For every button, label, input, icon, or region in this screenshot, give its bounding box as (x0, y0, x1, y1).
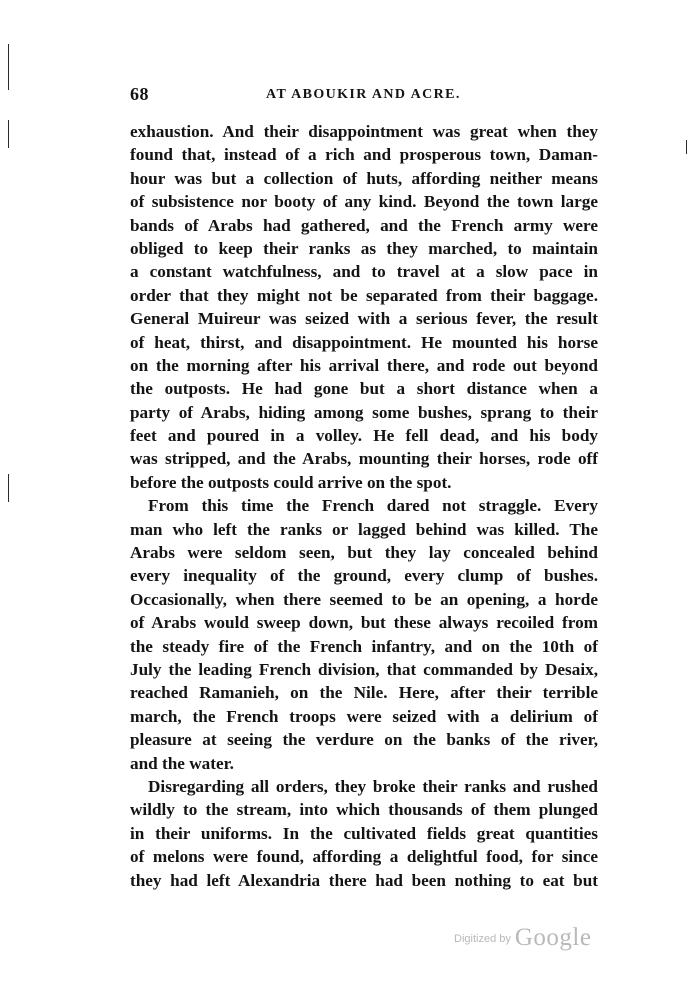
text-line: found that, instead of a rich and prosperous town, Daman- (130, 145, 598, 165)
google-logo: Google (514, 924, 592, 951)
text-line: From this time the French dared not straggle. Every (148, 496, 598, 516)
text-line: wildly to the stream, into which thousands of them plunged (130, 800, 598, 820)
page-header (130, 84, 598, 106)
text-line: July the leading French division, that commanded by Desaix, (130, 659, 598, 679)
text-line: before the outposts could arrive on the spot. (130, 472, 452, 492)
text-line: was stripped, and the Arabs, mounting their horses, rode off (130, 449, 598, 469)
text-line: the steady fire of the French infantry, and on the 10th of (130, 636, 598, 656)
text-line: bands of Arabs had gathered, and the French army were (130, 215, 598, 235)
text-line: General Muireur was seized with a serious fever, the result (130, 309, 598, 329)
text-line: in their uniforms. In the cultivated fields great quantities (130, 823, 598, 843)
text-line: of heat, thirst, and disappointment. He mounted his horse (130, 332, 598, 352)
text-line: Arabs were seldom seen, but they lay concealed behind (130, 543, 598, 563)
text-line: obliged to keep their ranks as they marched, to maintain (130, 238, 598, 258)
page-number: 68 (130, 84, 149, 104)
text-line: Occasionally, when there seemed to be an opening, a horde (130, 589, 598, 609)
text-line: Disregarding all orders, they broke their ranks and rushed (148, 776, 598, 796)
text-line: exhaustion. And their disappointment was great when they (130, 122, 598, 141)
text-line: hour was but a collection of huts, affording neither means (130, 168, 598, 188)
text-line: order that they might not be separated from their baggage. (130, 285, 598, 305)
text-line: every inequality of the ground, every clump of bushes. (130, 566, 598, 586)
text-line: feet and poured in a volley. He fell dead, and his body (130, 426, 598, 446)
text-line: a constant watchfulness, and to travel at a slow pace in (130, 262, 598, 282)
text-line: party of Arabs, hiding among some bushes, sprang to their (130, 402, 598, 422)
text-line: of melons were found, affording a delightful food, for since (130, 847, 598, 867)
text-line: man who left the ranks or lagged behind was killed. The (130, 519, 598, 539)
paragraph-2 (130, 494, 598, 775)
body-text (130, 120, 598, 892)
text-line: of Arabs would sweep down, but these always recoiled from (130, 613, 598, 633)
text-line: they had left Alexandria there had been nothing to eat but (130, 870, 598, 890)
running-head: AT ABOUKIR AND ACRE. (266, 87, 461, 102)
paragraph-1 (130, 120, 598, 494)
left-margin-mark-lower (8, 474, 9, 502)
left-margin-mark-middle (8, 120, 9, 148)
text-line: reached Ramanieh, on the Nile. Here, after their terrible (130, 683, 598, 703)
paragraph-3 (130, 775, 598, 892)
text-line: and the water. (130, 753, 234, 773)
text-line: march, the French troops were seized with a delirium of (130, 706, 598, 726)
right-margin-mark (686, 140, 687, 154)
text-line: of subsistence nor booty of any kind. Beyond the town large (130, 192, 598, 212)
text-line: on the morning after his arrival there, and rode out beyond (130, 355, 598, 375)
left-margin-mark-top (8, 44, 9, 90)
google-watermark (454, 924, 591, 952)
watermark-prefix: Digitized by (454, 933, 511, 945)
text-line: pleasure at seeing the verdure on the banks of the river, (130, 730, 598, 750)
text-line: the outposts. He had gone but a short distance when a (130, 379, 598, 399)
